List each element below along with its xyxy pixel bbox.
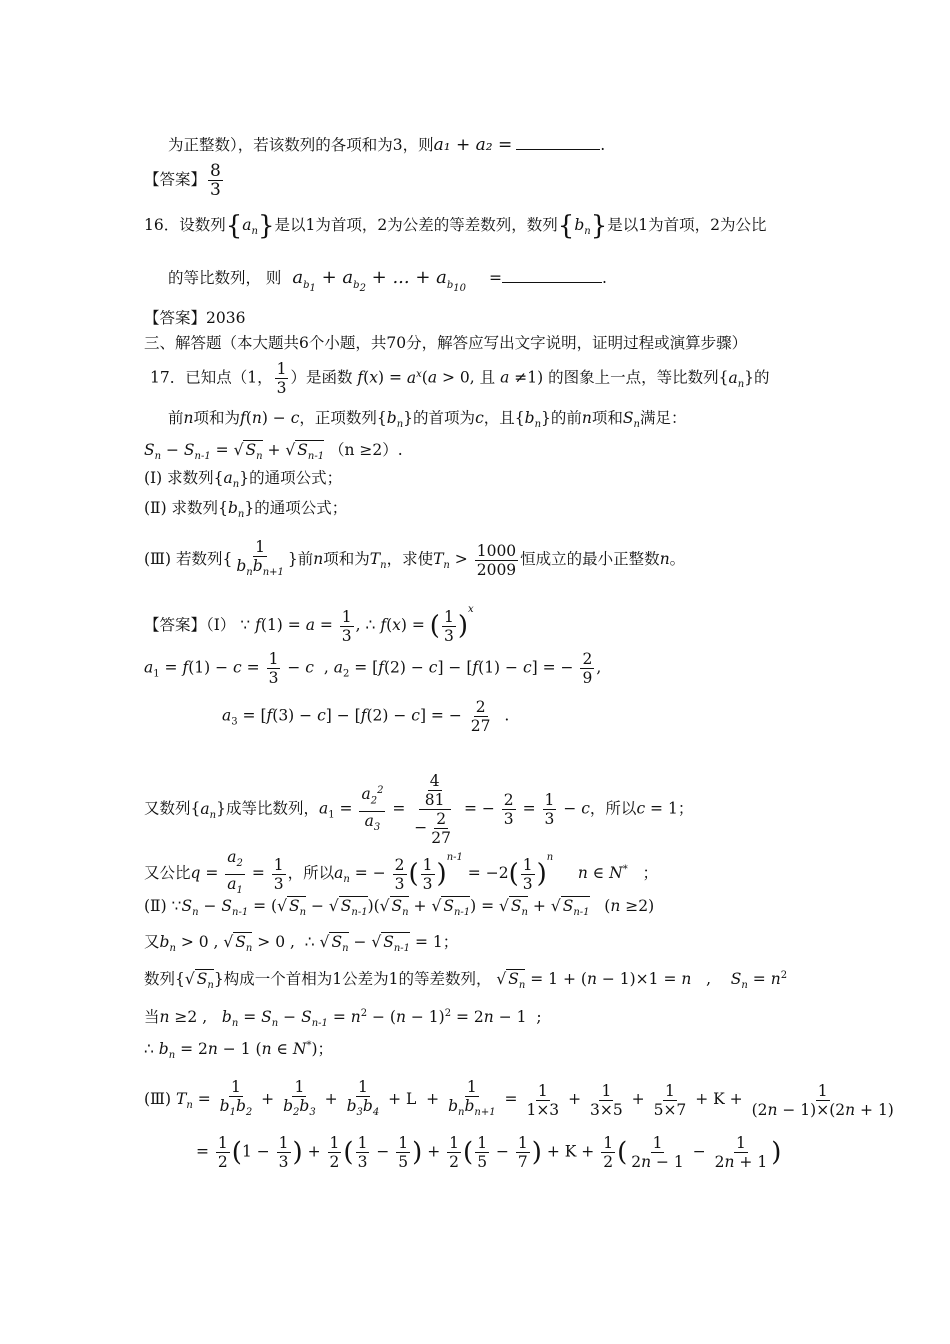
q15-text: 为正整数），若该数列的各项和为3，则 (168, 136, 434, 154)
q16-text-b: 是以1为首项，2为公差的等差数列，数列 (274, 216, 558, 234)
answer-text: 构成一个首相为1公差为1的等差数列， (223, 970, 492, 989)
q17-part3-text: 恒成立的最小正整数 (520, 550, 660, 569)
q17-text: 的图象上一点，等比数列 (548, 368, 719, 387)
q16-answer (144, 308, 245, 328)
q17-text: 的首项为 (413, 409, 476, 427)
answer-line-8: 数列{√ $S_n$}构成一个首相为1公差为1的等差数列， √ $S_n = 1 + (n - 1)\times 1 = n$ , $S_n = n^2$ (144, 970, 788, 992)
answer-text: 数列 (144, 970, 176, 989)
answer-line-3: $a_3 = [f(3) - c] - [f(2) - c]$ = − $\frac{2}{27}$ . (222, 698, 510, 735)
q17-part3-text: 前 (297, 550, 314, 569)
numerator: 1000 (476, 541, 517, 560)
q17-condition: （n ≥2）. (329, 441, 403, 459)
q17-part2-text: 的通项公式； (254, 499, 348, 517)
answer-part3: (Ⅲ) (144, 1090, 172, 1109)
q16-end: . (601, 269, 607, 287)
answer-part1: （Ⅰ） (206, 616, 236, 634)
answer-text: ，所以 (287, 864, 335, 882)
q17-line3: $S_n - S_{n-1}$ = √ $S_n$ + √ $S_{n-1}$ （n ≥2）. (144, 441, 403, 463)
answer-line-11: (Ⅲ) $T_n$ = $\frac{1}{b_1b_2}$ + $\frac{1}{b_2b_3}$ + $\frac{1}{b_3b_4}$ + L + 1 $b_nb_{n+1}$ = $\frac{1}{1\times 3}$ + $\frac{1}{3\times 5}$ + $\frac{1}{5\times 7}$ + K + $\frac{1}{(2n - 1)\times(2n + 1)}$ (144, 1078, 894, 1119)
answer-line-9: 当n ≥2 , $b_n = S_n - S_{n-1} = n^2 - (n - 1)^2 = 2n - 1$ ; (144, 1008, 542, 1030)
q16-text-d: 的等比数列， 则 (168, 269, 282, 287)
q15-answer-blank[interactable] (516, 149, 600, 150)
answer-part2: (Ⅱ) (144, 897, 167, 915)
answer-line-7: 又$b_n > 0$ , √ $S_n > 0$ , ∴ √ $S_n$ − √ $S_{n-1} = 1$； (144, 933, 459, 955)
answer-line-10: ∴ $b_n = 2n - 1$ (n ∈ N*)； (144, 1040, 333, 1062)
answer-line-5: 又公比q = $\frac{a_2}{a_1}$ = $\frac{1}{3}$ ，所以$a_n$ = − $\frac{2}{3}$ ( $\frac{1}{3}$ )$^{n-1}$ = −2( $\frac{1}{3}$ )$^n$ n ∈ N* ； (144, 848, 659, 896)
q15-answer (144, 162, 225, 199)
q17-part2-text: (Ⅱ) 求数列 (144, 499, 219, 517)
q17-part1-text: 的通项公式； (249, 469, 343, 487)
q17-part1-text: (Ⅰ) 求数列 (144, 469, 214, 487)
denominator: 3 (210, 180, 221, 200)
q17-text: ，且 (483, 409, 515, 427)
denominator: 2009 (476, 560, 517, 579)
answer-label: 【答案】 (144, 309, 207, 327)
q17-part1: (Ⅰ) 求数列$\{a_n\}$的通项公式； (144, 469, 343, 491)
answer-text: ，所以 (589, 799, 637, 818)
q17-part2: (Ⅱ) 求数列$\{b_n\}$的通项公式； (144, 499, 348, 521)
section-3-heading: 三、解答题（本大题共6个小题，共70分，解答应写出文字说明，证明过程或演算步骤） (144, 334, 748, 352)
q17-text: ）是函数 (290, 368, 353, 387)
q16-line2: 的等比数列， 则 $a_{b_1} + a_{b_2}$ + ... + $a_{b_{10}}$ = . (168, 267, 607, 294)
answer-label: 【答案】 (144, 616, 207, 634)
q17-text: 项和为 (193, 409, 241, 427)
q17-line1: 17．已知点（1， $\frac{1}{3}$ ）是函数 $f(x) = a^x(a > 0$, 且 a ≠1) 的图象上一点，等比数列$\{a_n\}$的 (150, 360, 770, 397)
q17-part3-text: (Ⅲ) 若数列 (144, 550, 223, 569)
answer-text: 又数列 (144, 799, 191, 818)
q16-eq: = (488, 269, 502, 287)
q15-expr: a₁ + a₂ = (433, 135, 513, 155)
q17-text: 前 (168, 409, 184, 427)
answer-line-4: 又数列$\{a_n\}$成等比数列，$a_1$ = $\frac{a_2^2}{a_3}$ = $\frac{4}{81}$ − $\frac{2}{27}$ = − $\frac{2}{3}$ = $\frac{1}{3}$ − c，所以c = 1； (144, 772, 694, 847)
answer-label: 【答案】 (144, 170, 207, 189)
q17-text: 满足： (640, 409, 687, 427)
q17-text: 的 (754, 368, 770, 387)
q17-text: 的前 (550, 409, 582, 427)
q17-text: 17．已知点（1， (150, 368, 273, 387)
q17-part3-text: 。 (669, 550, 686, 569)
q15-answer-fraction (208, 162, 223, 199)
q15-end: . (600, 136, 606, 154)
q16-answer-blank[interactable] (502, 282, 602, 283)
q17-text: 项和 (591, 409, 623, 427)
numerator: 8 (210, 161, 221, 181)
q17-part3-text: ，求使 (386, 550, 434, 569)
q16-text-c: 是以1为首项，2为公比 (607, 216, 767, 234)
answer-line-6: (Ⅱ) $\because S_n - S_{n-1}$ = (√ $S_n$ − √ $S_{n-1})(√$ $S_n$ + √ $S_{n-1}$) = √ $S_n$ + √ $S_{n-1}$ (n ≥2) (144, 897, 655, 919)
q15-line (168, 135, 605, 155)
q17-line2: 前n项和为f(n) − c，正项数列$\{b_n\}$的首项为c，且$\{b_n\}$的前n项和$S_n$满足： (168, 409, 687, 431)
answer-line-2: $a_1 = f(1) - c$ = $\frac{1}{3}$ − c , $a_2 = [f(2) - c] - [f(1) - c]$ = − $\frac{2}{9}$ , (144, 650, 602, 687)
q16-answer-value: 2036 (206, 309, 246, 327)
answer-text: 又 (144, 933, 160, 951)
answer-line-1: 【答案】（Ⅰ） ∵ f(1) = a = $\frac{1}{3}$ , ∴ f(x) = ( $\frac{1}{3}$ )$^x$ (144, 604, 474, 645)
q17-text: ，正项数列 (299, 409, 377, 427)
answer-text: 当 (144, 1008, 160, 1027)
answer-text: 成等比数列， (225, 799, 319, 818)
q16-text-a: 16．设数列 (144, 216, 226, 234)
answer-line-12: = $\frac{1}{2}$ (1 − $\frac{1}{3}$ ) + $\frac{1}{2}$ ( $\frac{1}{3}$ − $\frac{1}{5}$ ) + $\frac{1}{2}$ ( $\frac{1}{5}$ − $\frac{1}{7}$ ) + K + $\frac{1}{2}$ ( $\frac{1}{2n - 1}$ − $\frac{1}{2n + 1}$ ) (196, 1134, 782, 1171)
q16-line1: 16．设数列$\{a_n\}$是以1为首项，2为公差的等差数列，数列$\{b_n\}$是以1为首项，2为公比 (144, 211, 767, 241)
q17-part3-text: 项和为 (323, 550, 370, 569)
q17-part3: (Ⅲ) 若数列{ 1 $b_nb_{n+1}$ }前n项和为$T_n$，求使$T_n$ > $\frac{1000}{2009}$ 恒成立的最小正整数n。 (144, 538, 686, 579)
answer-text: 又公比 (144, 864, 191, 882)
